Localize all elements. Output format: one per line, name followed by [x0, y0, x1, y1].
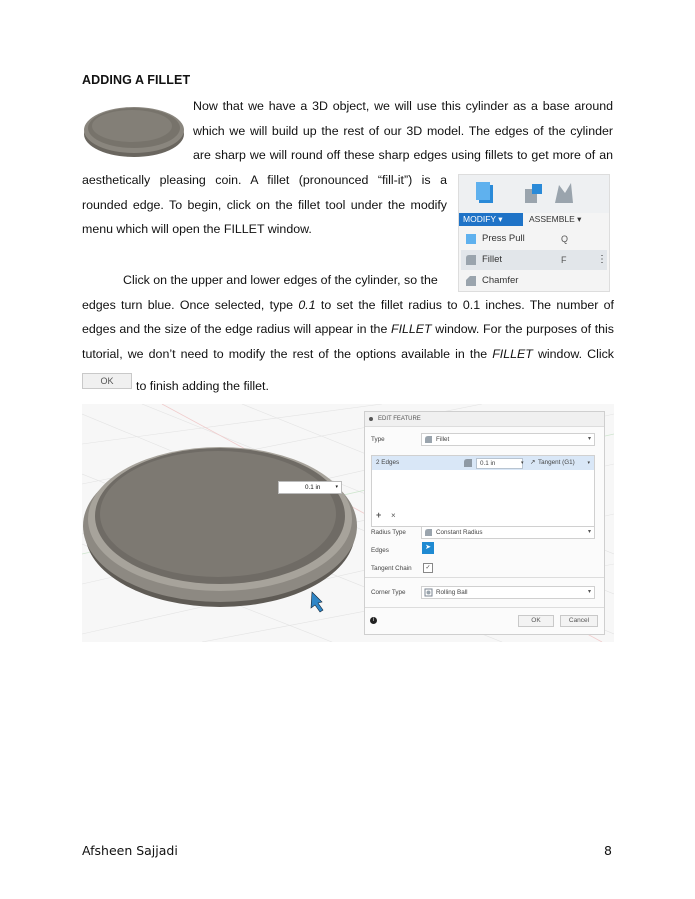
paragraph-line: to finish adding the fillet. — [136, 379, 269, 393]
pointer-icon: ➤ — [425, 544, 431, 551]
radius-type-label: Radius Type — [371, 529, 406, 536]
shortcut-key: F — [561, 255, 567, 265]
corner-type-select[interactable]: Rolling Ball ▾ — [421, 586, 595, 599]
type-select[interactable]: Fillet ▾ — [421, 433, 595, 446]
fillet-radius-icon — [463, 458, 473, 468]
assemble-tool-icon[interactable] — [551, 179, 577, 207]
type-label: Type — [371, 436, 385, 443]
dropdown-caret-icon[interactable]: ▾ — [587, 460, 590, 466]
constant-radius-icon — [424, 528, 433, 537]
menu-item-press-pull[interactable] — [461, 229, 607, 249]
menu-item-label: Fillet — [482, 254, 503, 265]
dialog-ok-button[interactable]: OK — [518, 615, 554, 627]
fillet-viewport-screenshot — [82, 404, 614, 642]
paragraph-line: are sharp we will round off these sharp edges using fillets to get more of an — [193, 148, 613, 162]
tangent-chain-checkbox[interactable]: ✓ — [423, 563, 433, 573]
paragraph-line: Now that we have a 3D object, we will use this cylinder as a base around — [193, 99, 613, 113]
fillet-icon — [464, 253, 478, 267]
radius-type-select[interactable]: Constant Radius ▾ — [421, 526, 595, 539]
chamfer-icon — [464, 274, 478, 288]
tangent-chain-label: Tangent Chain — [371, 565, 412, 572]
footer-author: Afsheen Sajjadi — [82, 843, 178, 858]
edges-label: Edges — [371, 547, 389, 554]
edge-radius-input[interactable]: 0.1 in — [476, 458, 523, 469]
menu-item-label: Chamfer — [482, 275, 519, 286]
dropdown-caret-icon: ▾ — [587, 589, 591, 595]
dropdown-caret-icon[interactable]: ▾ — [521, 460, 524, 466]
dialog-title: EDIT FEATURE — [378, 416, 421, 422]
modify-tool-icon[interactable] — [521, 179, 547, 207]
dialog-bullet-icon — [369, 417, 373, 421]
edges-select-button[interactable] — [422, 542, 434, 554]
info-icon[interactable]: i — [370, 617, 377, 624]
press-pull-tool-icon[interactable] — [473, 179, 499, 207]
coin-image — [82, 98, 187, 160]
add-edge-button[interactable]: + — [376, 510, 382, 520]
more-options-icon[interactable]: ⋮ — [597, 254, 607, 265]
coin-top-face[interactable] — [100, 451, 336, 577]
corner-type-label: Corner Type — [371, 589, 406, 596]
dropdown-caret-icon: ▾ — [587, 436, 591, 442]
divider — [365, 607, 604, 608]
radius-input[interactable]: 0.1 in ▾ — [278, 481, 342, 494]
page-number: 8 — [604, 843, 612, 858]
tab-modify[interactable]: MODIFY ▾ — [459, 213, 523, 226]
ok-button-image: OK — [82, 373, 132, 389]
paragraph-line: edges turn blue. Once selected, type 0.1 to set the fillet radius to 0.1 inches. The number of — [82, 298, 614, 312]
edges-row[interactable]: 2 Edges 0.1 in ▾ ↗ Tangent (G1) ▾ — [372, 456, 594, 470]
paragraph-line: menu which will open the FILLET window. — [82, 222, 312, 236]
tangency-icon: ↗ — [530, 459, 536, 466]
paragraph-line: aesthetically pleasing coin. A fillet (pronounced “fill-it”) is a — [82, 173, 447, 187]
rolling-ball-icon — [424, 588, 433, 597]
menu-item-fillet[interactable] — [461, 250, 607, 270]
menu-item-chamfer[interactable] — [461, 271, 607, 291]
tab-assemble[interactable]: ASSEMBLE ▾ — [529, 214, 582, 224]
paragraph-line: tutorial, we don’t need to modify the rest of the options available in the FILLET window. Click — [82, 347, 614, 361]
section-heading: ADDING A FILLET — [82, 73, 191, 87]
edit-feature-dialog — [364, 411, 605, 635]
menu-item-label: Press Pull — [482, 233, 525, 244]
paragraph-line: edges and the size of the edge radius will appear in the FILLET window. For the purposes of this — [82, 322, 615, 336]
remove-edge-button[interactable]: × — [391, 511, 396, 520]
press-pull-icon — [464, 232, 478, 246]
cursor-arrow-icon — [311, 592, 323, 612]
dialog-cancel-button[interactable]: Cancel — [560, 615, 598, 627]
paragraph-line: rounded edge. To begin, click on the fillet tool under the modify — [82, 198, 447, 212]
edges-list — [371, 455, 595, 527]
paragraph-line: Click on the upper and lower edges of the cylinder, so the — [123, 273, 438, 287]
modify-menu-screenshot — [458, 174, 610, 292]
dropdown-caret-icon: ▾ — [587, 529, 591, 535]
shortcut-key: Q — [561, 234, 569, 244]
paragraph-line: which we will build up the rest of our 3D model. The edges of the cylinder — [193, 124, 613, 138]
fillet-icon — [424, 435, 433, 444]
dropdown-caret-icon[interactable]: ▾ — [335, 484, 338, 490]
dialog-title-bar — [365, 412, 604, 427]
divider — [365, 577, 604, 578]
tangency-select[interactable]: Tangent (G1) — [538, 459, 575, 466]
toolbar — [459, 175, 609, 213]
